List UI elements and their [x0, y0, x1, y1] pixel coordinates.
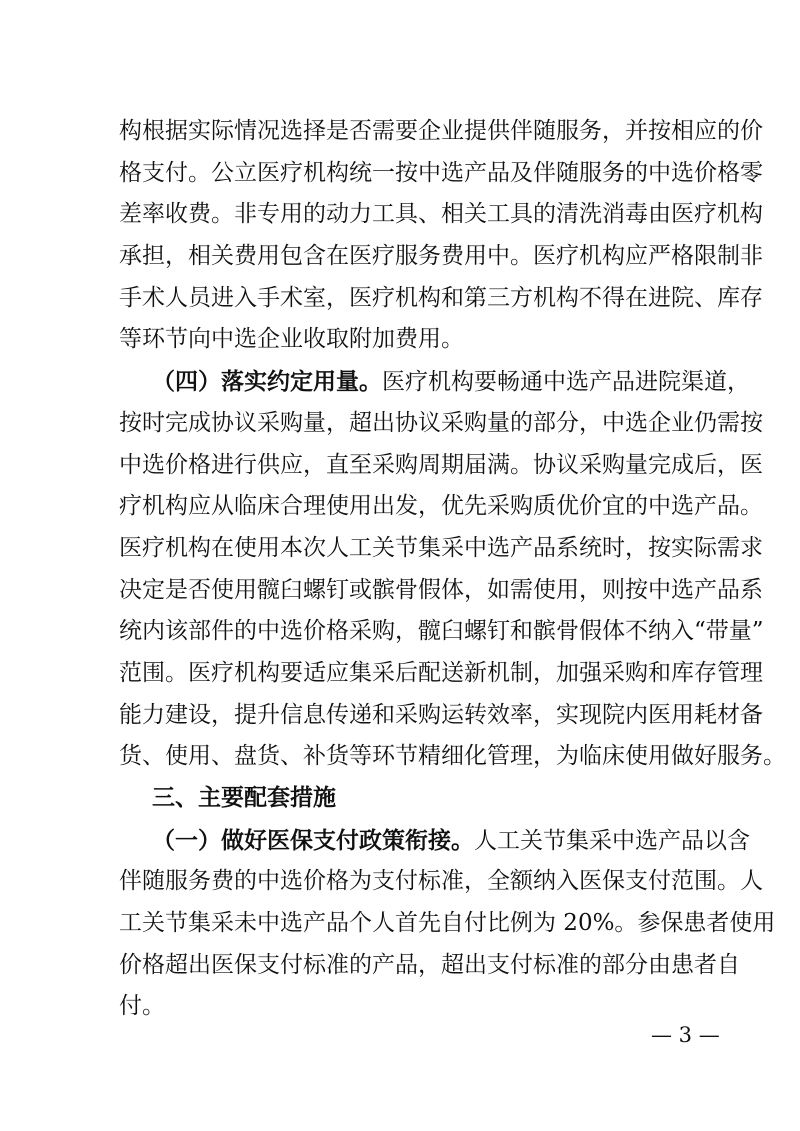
text-line: 货、使用、盘货、补货等环节精细化管理，为临床使用做好服务。	[119, 743, 786, 770]
text-line: 等环节向中选企业收取附加费用。	[119, 326, 464, 353]
text-line: 能力建设，提升信息传递和采购运转效率，实现院内医用耗材备	[119, 701, 763, 728]
text-line: 医疗机构在使用本次人工关节集采中选产品系统时，按实际需求	[119, 534, 763, 561]
body-text	[119, 111, 786, 1028]
text-line: 价格超出医保支付标准的产品，超出支付标准的部分由患者自	[119, 951, 740, 978]
text-run: 医疗机构要畅通中选产品进院渠道，	[382, 369, 750, 396]
subsection-heading: （四）落实约定用量。	[152, 368, 382, 396]
text-line: 格支付。公立医疗机构统一按中选产品及伴随服务的中选价格零	[119, 159, 763, 186]
text-line: 按时完成协议采购量，超出协议采购量的部分，中选企业仍需按	[119, 409, 763, 436]
text-line: 承担，相关费用包含在医疗服务费用中。医疗机构应严格限制非	[119, 243, 763, 270]
text-line: 疗机构应从临床合理使用出发，优先采购质优价宜的中选产品。	[119, 493, 763, 520]
text-line: 中选价格进行供应，直至采购周期届满。协议采购量完成后，医	[119, 451, 763, 478]
text-line: 统内该部件的中选价格采购，髋臼螺钉和髌骨假体不纳入“带量”	[119, 618, 764, 645]
text-line: 构根据实际情况选择是否需要企业提供伴随服务，并按相应的价	[119, 118, 763, 144]
paragraph-first-line	[119, 820, 750, 862]
text-run: 人工关节集采中选产品以含	[474, 827, 750, 854]
text-line: 手术人员进入手术室，医疗机构和第三方机构不得在进院、库存	[119, 284, 763, 311]
text-line: 决定是否使用髋臼螺钉或髌骨假体，如需使用，则按中选产品系	[119, 576, 763, 603]
text-line: 差率收费。非专用的动力工具、相关工具的清洗消毒由医疗机构	[119, 201, 763, 228]
subsection-heading: （一）做好医保支付政策衔接。	[152, 826, 474, 854]
page-number: — 3 —	[651, 1023, 720, 1047]
paragraph-first-line	[119, 361, 750, 403]
section-heading: 三、主要配套措施	[152, 785, 336, 811]
text-line: 范围。医疗机构要适应集采后配送新机制，加强采购和库存管理	[119, 659, 763, 686]
text-line: 付。	[119, 993, 165, 1020]
text-line: 伴随服务费的中选价格为支付标准，全额纳入医保支付范围。人	[119, 868, 763, 895]
text-line: 工关节集采未中选产品个人首先自付比例为 20%。参保患者使用	[119, 910, 776, 937]
